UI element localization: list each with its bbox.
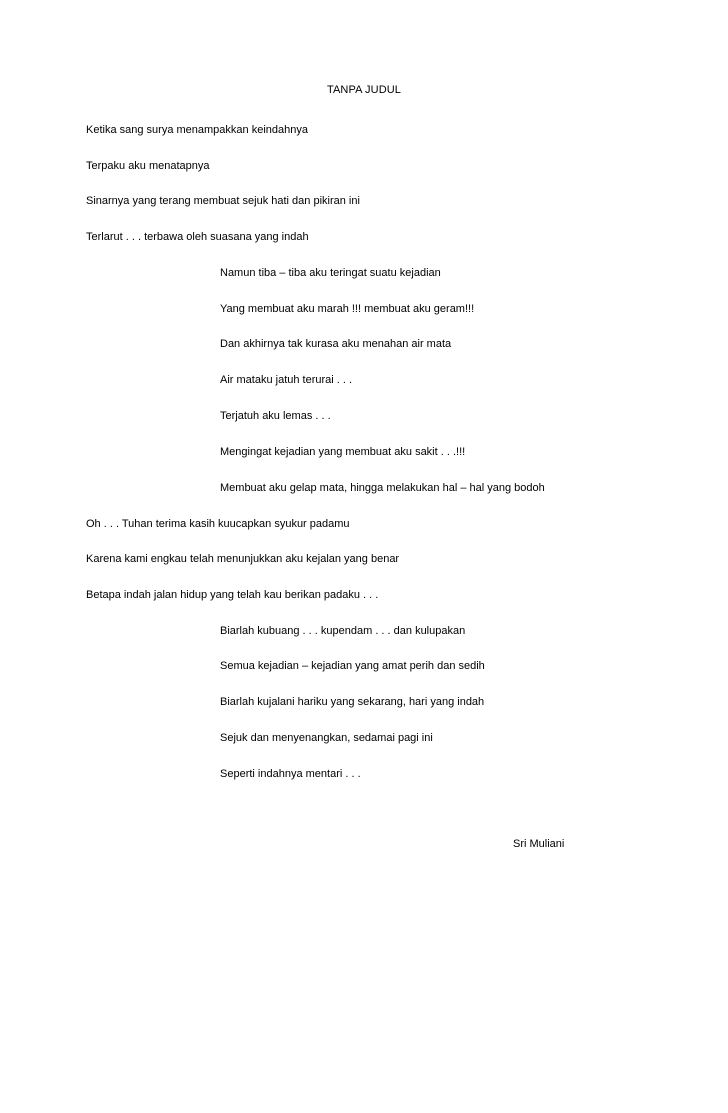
poem-line: Biarlah kujalani hariku yang sekarang, hari yang indah (220, 696, 485, 708)
poem-line: Dan akhirnya tak kurasa aku menahan air mata (220, 338, 452, 350)
author-signature: Sri Muliani (513, 838, 565, 850)
poem-line: Terjatuh aku lemas . . . (220, 410, 331, 422)
poem-line: Yang membuat aku marah !!! membuat aku geram!!! (220, 303, 475, 315)
poem-line: Karena kami engkau telah menunjukkan aku kejalan yang benar (86, 553, 400, 565)
poem-line: Oh . . . Tuhan terima kasih kuucapkan syukur padamu (86, 518, 350, 530)
poem-line: Membuat aku gelap mata, hingga melakukan hal – hal yang bodoh (220, 482, 545, 494)
poem-line: Sinarnya yang terang membuat sejuk hati dan pikiran ini (86, 195, 360, 207)
poem-line: Biarlah kubuang . . . kupendam . . . dan kulupakan (220, 625, 466, 637)
poem-line: Terpaku aku menatapnya (86, 160, 210, 172)
poem-line: Namun tiba – tiba aku teringat suatu kejadian (220, 267, 441, 279)
poem-line: Mengingat kejadian yang membuat aku sakit . . .!!! (220, 446, 466, 458)
poem-line: Sejuk dan menyenangkan, sedamai pagi ini (220, 732, 433, 744)
poem-line: Ketika sang surya menampakkan keindahnya (86, 124, 308, 136)
poem-title: TANPA JUDUL (326, 84, 402, 96)
poem-line: Seperti indahnya mentari . . . (220, 768, 361, 780)
poem-line: Air mataku jatuh terurai . . . (220, 374, 353, 386)
poem-line: Terlarut . . . terbawa oleh suasana yang indah (86, 231, 309, 243)
poem-line: Betapa indah jalan hidup yang telah kau berikan padaku . . . (86, 589, 379, 601)
poem-line: Semua kejadian – kejadian yang amat perih dan sedih (220, 660, 485, 672)
